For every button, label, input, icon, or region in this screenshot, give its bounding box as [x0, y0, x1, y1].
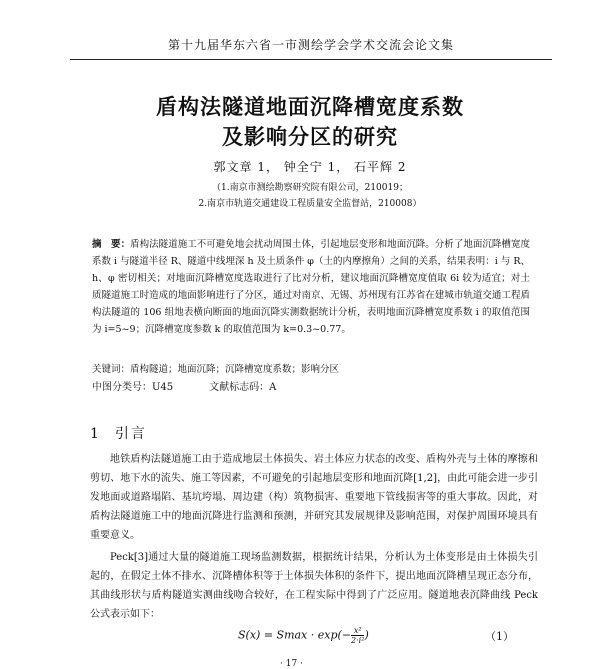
- affiliations: [60, 180, 560, 212]
- formula-lhs: S(x) = Smax · exp: [238, 628, 338, 642]
- equation-number: （1）: [485, 630, 514, 643]
- body-paragraph-2: Peck[3]通过大量的隧道施工现场监测数据，根据统计结果，分析认为土体变形是由土体损失引起的，在假定土体不排水、沉降槽体积等于土体损失体积的条件下，提出地面沉降槽呈现正态分布，其曲线形状与盾构隧道实测曲线吻合较好，在工程实际中得到了广泛应用。隧道地表沉降曲线 Peck 公式表示如下：: [90, 552, 538, 620]
- keywords-text: 盾构隧道；地面沉降；沉降槽宽度系数；影响分区: [130, 364, 340, 375]
- title-line-2: 及影响分区的研究: [222, 124, 398, 149]
- running-header: 第十九届华东六省一市测绘学会学术交流会论文集: [70, 36, 552, 60]
- formula-numerator: x²: [351, 626, 364, 636]
- clc-number: 中图分类号：U45: [92, 382, 174, 393]
- formula-fraction: [351, 626, 364, 645]
- abstract-text: 盾构法隧道施工不可避免地会扰动周围土体，引起地层变形和地面沉降。分析了地面沉降槽宽度系数 i 与隧道半径 R、隧道中线埋深 h 及土质条件 φ（土的内摩擦角）之间的关系，结果表明：i 与 R、h、φ 密切相关；对地面沉降槽宽度选取进行了比对分析，建议地面沉降槽宽度值取 6i 较为适宜；对土质隧道施工时造成的地面影响进行了分区，通过对南京、无锡、苏州现有江苏省在建城市轨道交通工程盾构法隧道的 106 组地表横向断面的地面沉降实测数据统计分析，表明地面沉降槽宽度系数 i 的取值范围为 i=5~9；沉降槽宽度参数 k 的取值范围为 k=0.3~0.77。: [92, 239, 530, 335]
- section-heading: [90, 423, 147, 443]
- classification-line: [92, 380, 530, 396]
- section-number: 1: [90, 426, 101, 442]
- peck-formula: S(x) = Smax · exp(− $\frac{\text{x²}}{\text{2·i²}}$): [238, 626, 369, 645]
- body-paragraph-1: 地铁盾构法隧道施工由于造成地层土体损失、岩土体应力状态的改变、盾构外壳与土体的摩擦和剪切、地下水的流失、施工等因素，不可避免的引起地层变形和地面沉降[1,2]，由此可能会进一步引发地面或道路塌陷、基坑垮塌、周边建（构）筑物损害、重要地下管线损害等的重大事故。因此，对盾构法隧道施工中的地面沉降进行监测和预测，并研究其发展规律及影响范围，对保护周围环境具有重要意义。: [90, 454, 538, 541]
- formula-denominator: 2·i²: [351, 636, 365, 645]
- authors: 郭文章 1， 钟全宁 1， 石平辉 2: [213, 160, 407, 174]
- abstract: [92, 236, 530, 338]
- keywords-label: 关键词：: [92, 364, 131, 375]
- section-title: 引言: [114, 426, 147, 442]
- title-line-1: 盾构法隧道地面沉降槽宽度系数: [156, 94, 464, 119]
- abstract-label: 摘 要：: [92, 239, 131, 250]
- affiliation-2: 2.南京市轨道交通建设工程质量安全监督站，210008）: [198, 199, 422, 209]
- document-code: 文献标志码：A: [209, 382, 277, 393]
- paper-title: [60, 92, 560, 152]
- affiliation-1: （1.南京市测绘勘察研究院有限公司，210019；: [212, 183, 408, 193]
- page-number: · 17 ·: [280, 659, 303, 669]
- keywords: [92, 362, 530, 378]
